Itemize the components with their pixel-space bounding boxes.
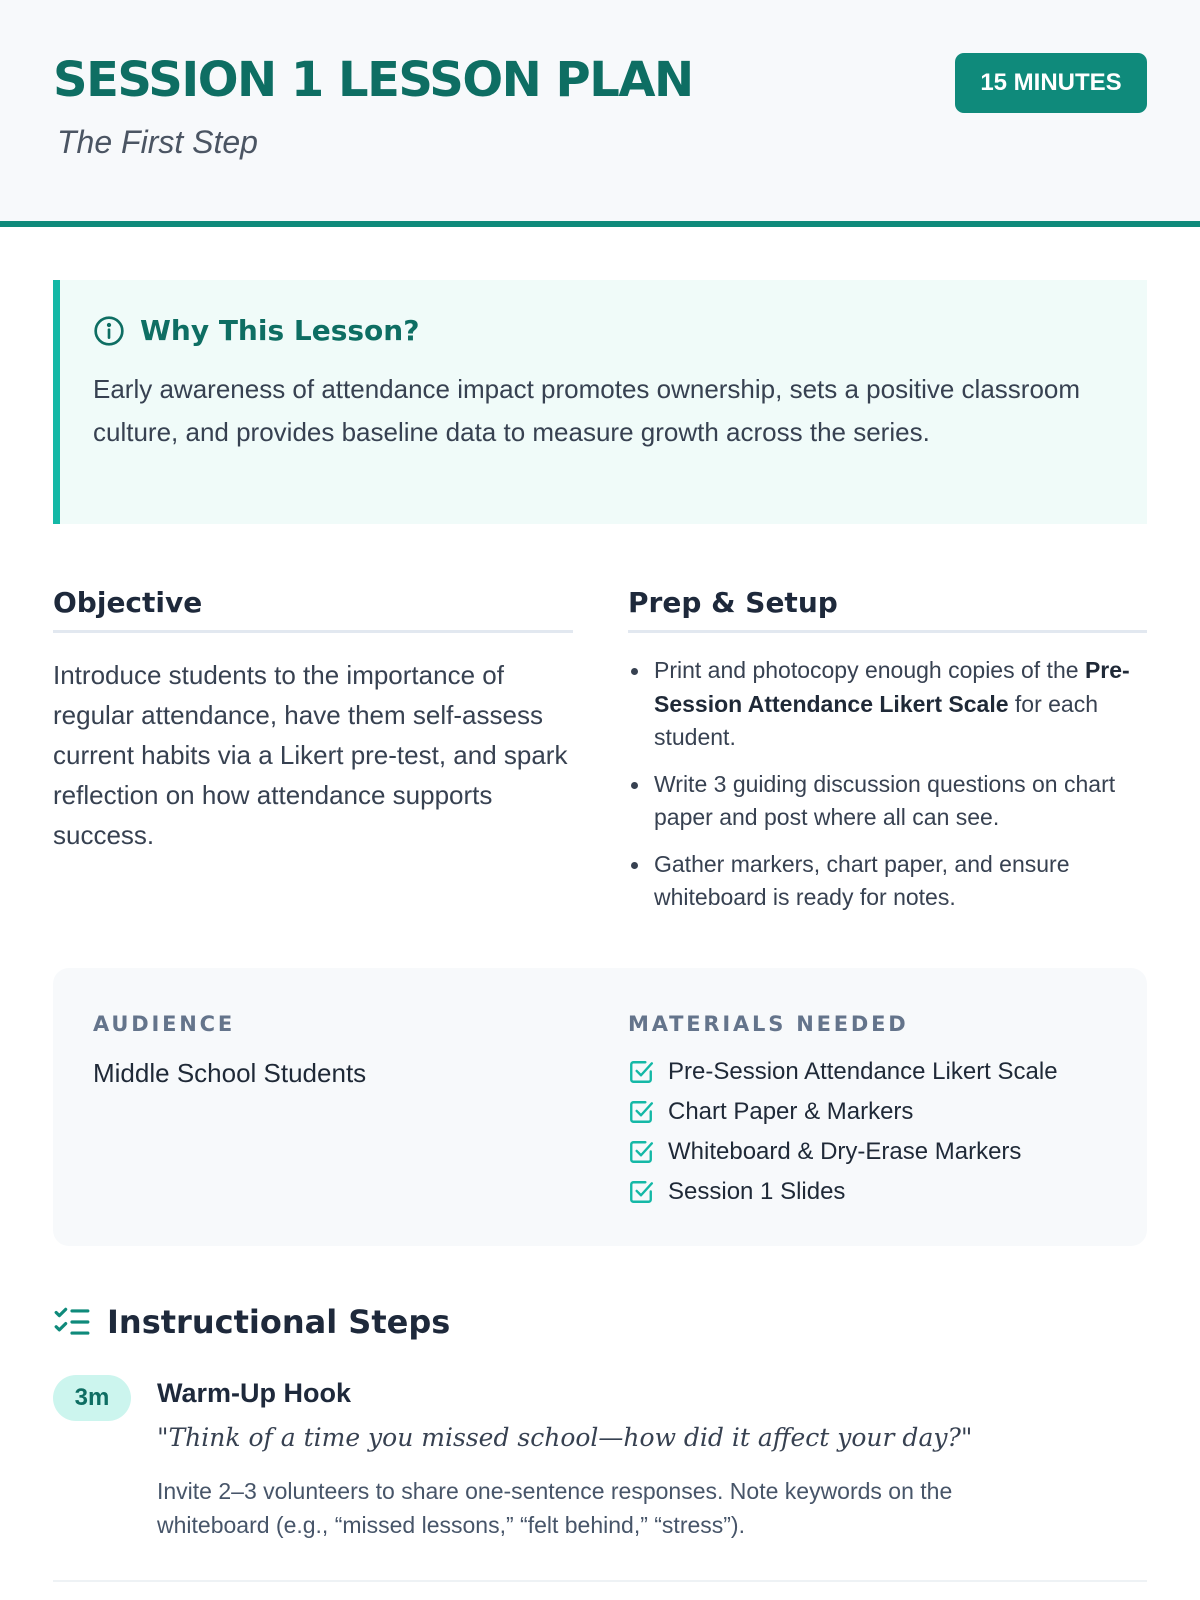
prep-item: Print and photocopy enough copies of the Pre-Session Attendance Likert Scale for each student. bbox=[628, 654, 1147, 755]
why-text: Early awareness of attendance impact promotes ownership, sets a positive classroom culture, and provides baseline data to measure growth across the series. bbox=[93, 374, 1081, 447]
audience-label: AUDIENCE bbox=[93, 1012, 235, 1036]
why-callout bbox=[53, 280, 1147, 524]
checkbox-checked-icon bbox=[628, 1139, 654, 1165]
materials-label: MATERIALS NEEDED bbox=[628, 1012, 909, 1036]
step-title: Warm-Up Hook bbox=[157, 1378, 351, 1408]
objective-divider bbox=[53, 630, 573, 633]
step-divider bbox=[53, 1580, 1147, 1582]
material-item: Whiteboard & Dry-Erase Markers bbox=[628, 1132, 1058, 1172]
steps-heading bbox=[53, 1303, 450, 1341]
page-title: SESSION 1 LESSON PLAN bbox=[53, 52, 693, 108]
checkbox-checked-icon bbox=[628, 1179, 654, 1205]
objective-title: Objective bbox=[53, 586, 203, 619]
step-description: Invite 2–3 volunteers to share one-sentence responses. Note keywords on the whiteboard (e.g., “missed lessons,” “felt behind,” “stress”). bbox=[157, 1478, 953, 1538]
checklist-icon bbox=[53, 1303, 91, 1341]
materials-list bbox=[628, 1052, 1058, 1212]
material-item: Session 1 Slides bbox=[628, 1172, 1058, 1212]
page-header bbox=[0, 0, 1200, 227]
page-subtitle: The First Step bbox=[57, 124, 258, 160]
info-icon bbox=[93, 315, 125, 347]
duration-badge: 15 MINUTES bbox=[955, 53, 1147, 113]
why-heading bbox=[93, 314, 419, 347]
checkbox-checked-icon bbox=[628, 1099, 654, 1125]
prep-item: Gather markers, chart paper, and ensure whiteboard is ready for notes. bbox=[628, 848, 1147, 915]
prep-list bbox=[628, 654, 1147, 928]
objective-text: Introduce students to the importance of regular attendance, have them self-assess current habits via a Likert pre-test, and spark reflection on how attendance supports success. bbox=[53, 660, 568, 850]
material-item: Chart Paper & Markers bbox=[628, 1092, 1058, 1132]
step-duration-pill: 3m bbox=[53, 1375, 131, 1421]
audience-value: Middle School Students bbox=[93, 1058, 367, 1088]
why-title: Why This Lesson? bbox=[140, 314, 420, 347]
likert-scale-reference: Pre-Session Attendance Likert Scale bbox=[654, 657, 1130, 717]
prep-item: Write 3 guiding discussion questions on chart paper and post where all can see. bbox=[628, 768, 1147, 835]
prep-divider bbox=[628, 630, 1147, 633]
material-item: Pre-Session Attendance Likert Scale bbox=[628, 1052, 1058, 1092]
audience-materials-card bbox=[53, 968, 1147, 1246]
step-quote: "Think of a time you missed school—how did it affect your day?" bbox=[157, 1423, 973, 1452]
steps-title: Instructional Steps bbox=[107, 1303, 451, 1341]
checkbox-checked-icon bbox=[628, 1059, 654, 1085]
prep-title: Prep & Setup bbox=[628, 586, 838, 619]
